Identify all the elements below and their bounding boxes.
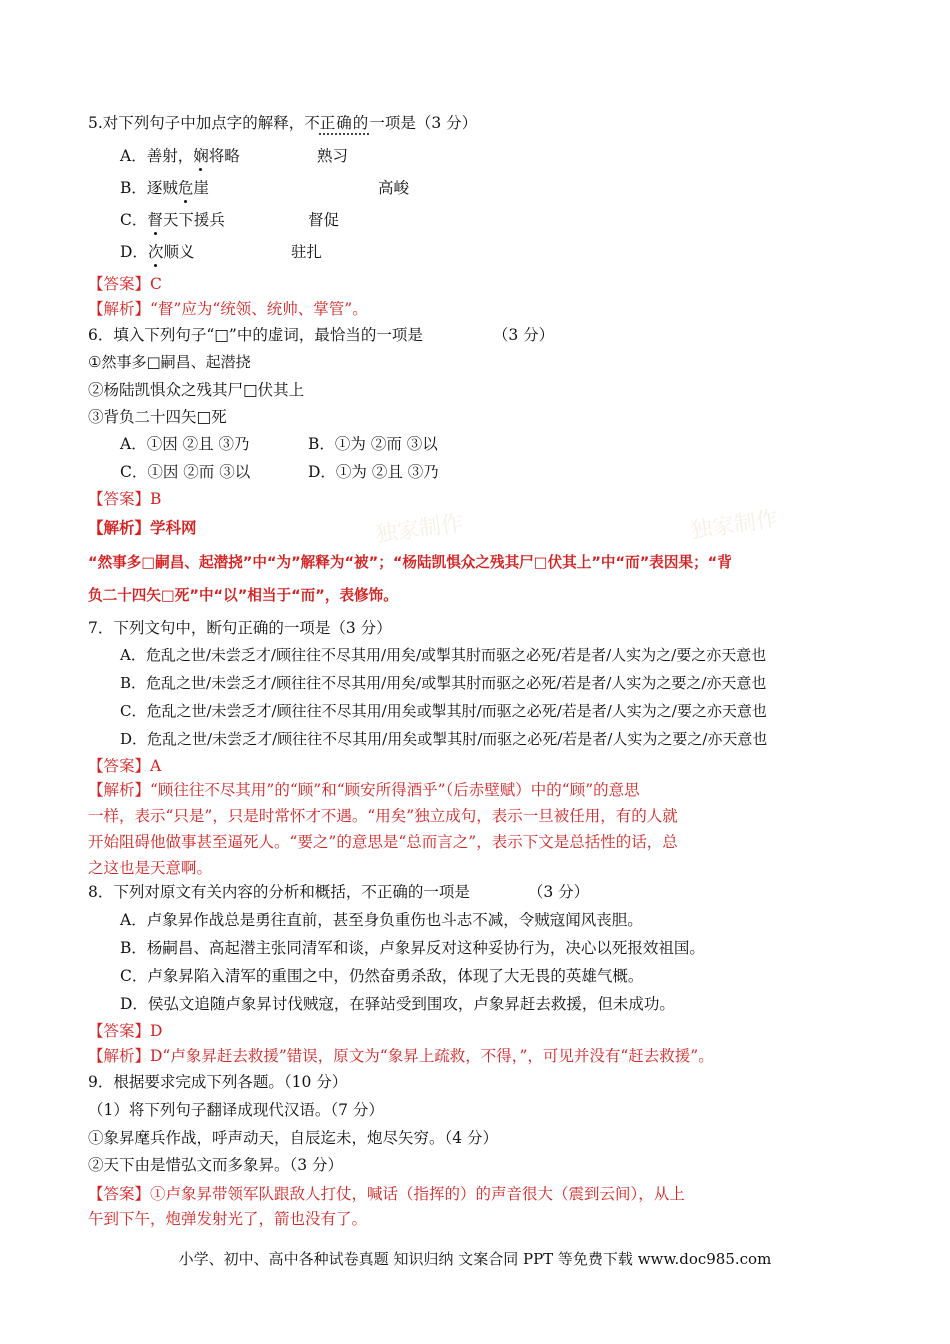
q7-analysis-line-2: 一样，表示“只是”，只是时常怀才不遇。“用矣”独立成句，表示一旦被任用，有的人就 <box>88 807 678 825</box>
q5-option-a: A．善射，娴将略 熟习 <box>120 147 349 165</box>
watermark-stamp: 独家制作 <box>373 510 465 548</box>
q7-analysis-line-4: 之这也是天意啊。 <box>88 859 213 877</box>
q5-option-b: B．逐贼危崖 高峻 <box>120 179 410 197</box>
q6-item-2: ②杨陆凯惧众之残其尸□伏其上 <box>88 381 305 399</box>
q9-answer-line-1: 【答案】①卢象昇带领军队跟敌人打仗，喊话（指挥的）的声音很大（震到云间），从上 <box>88 1185 685 1203</box>
q9-subquestion-1: （1）将下列句子翻译成现代汉语。（7 分） <box>88 1101 384 1119</box>
q5-dotted-text: 正确的 <box>319 114 370 132</box>
q5-stem: 5.对下列句子中加点字的解释，不正确的一项是（3 分） <box>88 114 478 132</box>
q7-option-c: C．危乱之世/未尝乏才/顾往往不尽其用/用矣或掣其肘/而驱之必死/若是者/人实为之/要之亦天意也 <box>120 702 767 720</box>
q6-stem: 6．填入下列句子“□”中的虚词，最恰当的一项是 （3 分） <box>88 326 555 344</box>
q8-option-a: A．卢象昇作战总是勇往直前，甚至身负重伤也斗志不减，令贼寇闻风丧胆。 <box>120 911 643 929</box>
q9-answer-line-2: 午到下午，炮弹发射光了，箭也没有了。 <box>88 1210 368 1228</box>
q7-answer: 【答案】A <box>88 757 162 775</box>
q8-answer: 【答案】D <box>88 1022 163 1040</box>
q7-option-d: D．危乱之世/未尝乏才/顾往往不尽其用/用矣或掣其肘/而驱之必死/若是者/人实为之要之/亦天意也 <box>120 730 768 748</box>
q6-analysis-line-2: 负二十四矢□死”中“以”相当于“而”，表修饰。 <box>88 587 398 604</box>
q6-option-c: C．①因 ②而 ③以 <box>120 463 251 481</box>
q9-sentence-2: ②天下由是惜弘文而多象昇。（3 分） <box>88 1156 344 1174</box>
q6-option-a: A．①因 ②且 ③乃 <box>120 435 250 453</box>
q6-option-d: D．①为 ②且 ③乃 <box>308 463 439 481</box>
q7-option-b: B．危乱之世/未尝乏才/顾往往不尽其用/用矣/或掣其肘而驱之必死/若是者/人实为之要之/亦天意也 <box>120 674 767 692</box>
q6-item-1: ①然事多□嗣昌、起潜挠 <box>88 353 251 371</box>
q5-option-d: D．次顺义 驻扎 <box>120 243 323 261</box>
q7-option-a: A．危乱之世/未尝乏才/顾往往不尽其用/用矣/或掣其肘而驱之必死/若是者/人实为之/要之亦天意也 <box>120 646 767 664</box>
q8-stem: 8．下列对原文有关内容的分析和概括，不正确的一项是 （3 分） <box>88 883 590 901</box>
q5-analysis: 【解析】“督”应为“统领、统帅、掌管”。 <box>88 300 368 318</box>
q6-analysis-line-1: “然事多□嗣昌、起潜挠”中“为”解释为“被”；“杨陆凯惧众之残其尸□伏其上”中“而”表因果；“背 <box>88 554 732 571</box>
q8-option-d: D．侯弘文追随卢象昇讨伐贼寇，在驿站受到围攻，卢象昇赶去救援，但未成功。 <box>120 995 675 1013</box>
q9-stem: 9．根据要求完成下列各题。（10 分） <box>88 1073 348 1091</box>
q8-option-c: C．卢象昇陷入清军的重围之中，仍然奋勇杀敌，体现了大无畏的英雄气概。 <box>120 967 644 985</box>
q7-stem: 7．下列文句中，断句正确的一项是（3 分） <box>88 619 392 637</box>
q9-sentence-1: ①象昇麾兵作战，呼声动天，自辰迄未，炮尽矢穷。（4 分） <box>88 1129 499 1147</box>
q5-answer: 【答案】C <box>88 275 162 293</box>
q8-option-b: B．杨嗣昌、高起潜主张同清军和谈，卢象昇反对这种妥协行为，决心以死报效祖国。 <box>120 939 705 957</box>
q7-analysis-line-3: 开始阻碍他做事甚至逼死人。“要之”的意思是“总而言之”，表示下文是总括性的话，总 <box>88 833 678 851</box>
q5-option-c: C．督天下援兵 督促 <box>120 211 340 229</box>
q6-item-3: ③背负二十四矢□死 <box>88 408 227 426</box>
q7-analysis-line-1: 【解析】“顾往往不尽其用”的“顾”和“顾安所得酒乎”（后赤壁赋）中的“顾”的意思 <box>88 781 640 799</box>
q8-analysis: 【解析】D“卢象昇赶去救援”错误，原文为“象昇上疏救，不得，”，可见并没有“赶去救援”。 <box>88 1047 714 1065</box>
watermark-stamp: 独家制作 <box>688 506 780 544</box>
q6-option-b: B．①为 ②而 ③以 <box>308 435 438 453</box>
page-footer: 小学、初中、高中各种试卷真题 知识归纳 文案合同 PPT 等免费下载 www.doc985.com <box>178 1250 772 1268</box>
q6-analysis-heading: 【解析】学科网 <box>88 519 197 537</box>
q6-answer: 【答案】B <box>88 490 162 508</box>
